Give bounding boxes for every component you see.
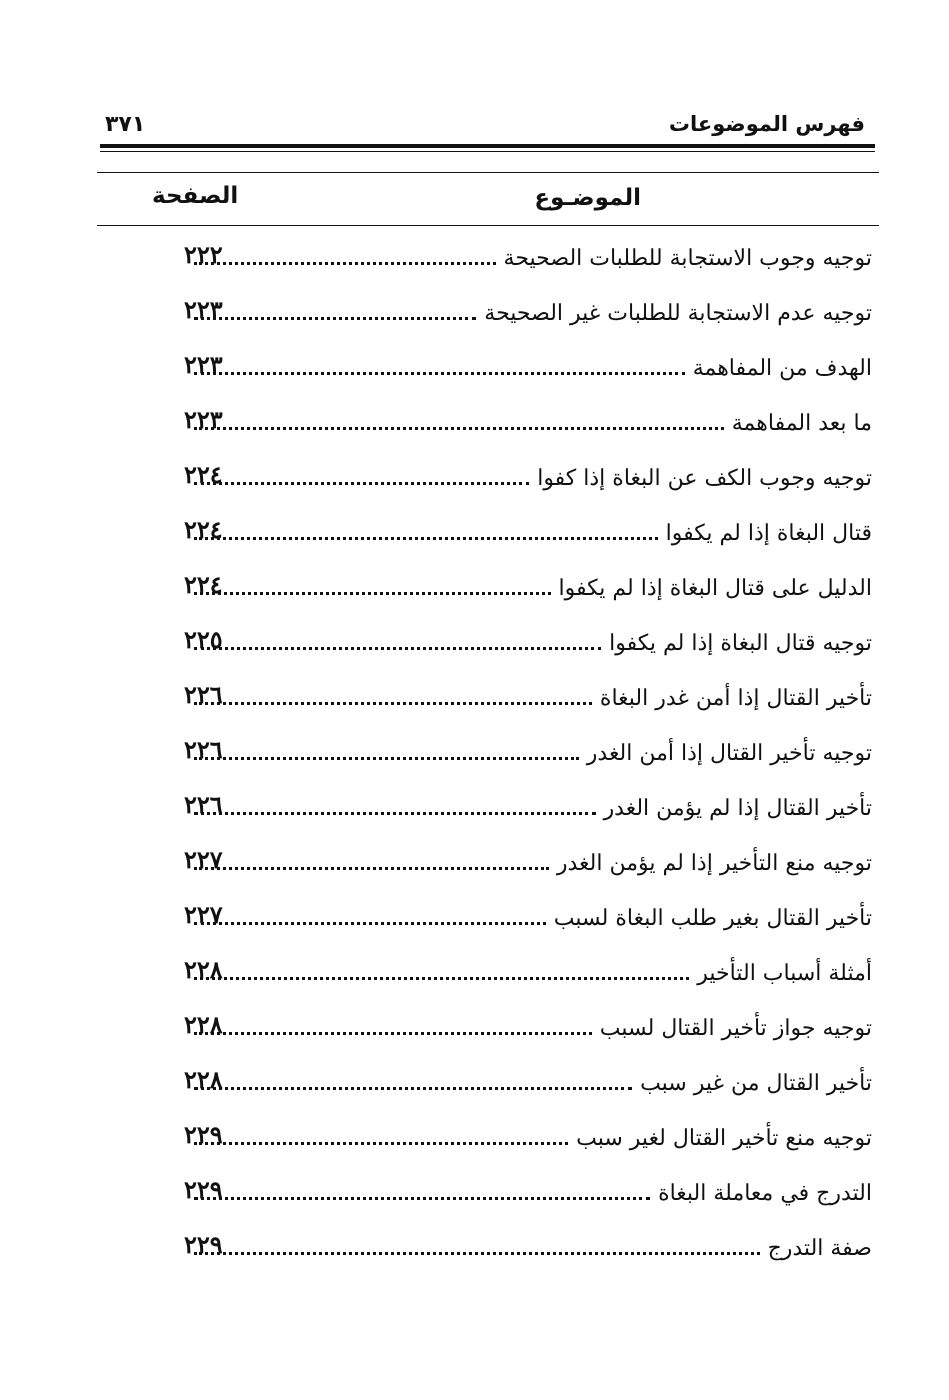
entry-page-number: ٢٢٤ xyxy=(184,515,223,544)
entry-page-number: ٢٢٢ xyxy=(184,240,223,269)
dot-leader xyxy=(194,647,601,650)
entry-page-number: ٢٢٩ xyxy=(184,1230,223,1259)
entry-page-number: ٢٢٣ xyxy=(184,405,223,434)
entry-page-number: ٢٢٨ xyxy=(184,955,223,984)
dot-leader xyxy=(194,922,546,925)
entry-page-number: ٢٢٨ xyxy=(184,1065,223,1094)
dot-leader xyxy=(194,977,689,980)
dot-leader xyxy=(194,812,596,815)
entry-title: توجيه جواز تأخير القتال لسبب xyxy=(599,1015,872,1041)
column-header-topic: الموضـوع xyxy=(534,185,641,211)
dot-leader xyxy=(194,427,724,430)
index-entry xyxy=(160,731,872,775)
entry-title: تأخير القتال إذا أمن غدر البغاة xyxy=(599,685,872,711)
entry-page-number: ٢٢٥ xyxy=(184,625,223,654)
dot-leader xyxy=(194,702,592,705)
index-entry xyxy=(160,1061,872,1105)
entry-title: الدليل على قتال البغاة إذا لم يكفوا xyxy=(558,575,872,601)
entry-title: التدرج في معاملة البغاة xyxy=(658,1180,872,1206)
index-entry xyxy=(160,621,872,665)
entry-page-number: ٢٢٤ xyxy=(184,460,223,489)
dot-leader xyxy=(194,262,496,265)
index-entry xyxy=(160,511,872,555)
dot-leader xyxy=(194,1087,632,1090)
dot-leader xyxy=(194,537,658,540)
running-title: فهرس الموضوعات xyxy=(668,112,865,136)
dot-leader xyxy=(194,867,549,870)
index-entry xyxy=(160,346,872,390)
entry-page-number: ٢٢٦ xyxy=(184,680,223,709)
header-rule-thin xyxy=(100,151,875,152)
index-table-header xyxy=(97,172,879,226)
entry-title: تأخير القتال إذا لم يؤمن الغدر xyxy=(603,795,872,821)
index-entry xyxy=(160,951,872,995)
dot-leader xyxy=(194,1197,650,1200)
index-entry xyxy=(160,896,872,940)
index-entry xyxy=(160,1171,872,1215)
index-entry xyxy=(160,676,872,720)
entry-title: توجيه منع تأخير القتال لغير سبب xyxy=(576,1125,872,1151)
entry-title: توجيه تأخير القتال إذا أمن الغدر xyxy=(586,740,872,766)
entry-title: توجيه وجوب الكف عن البغاة إذا كفوا xyxy=(537,465,872,491)
running-header xyxy=(100,108,875,142)
entry-page-number: ٢٢٦ xyxy=(184,735,223,764)
index-entry xyxy=(160,291,872,335)
entry-page-number: ٢٢٣ xyxy=(184,295,223,324)
entry-title: توجيه قتال البغاة إذا لم يكفوا xyxy=(609,630,872,656)
entry-title: أمثلة أسباب التأخير xyxy=(697,960,872,986)
entry-page-number: ٢٢٧ xyxy=(184,845,223,874)
index-entry xyxy=(160,1006,872,1050)
dot-leader xyxy=(194,372,685,375)
entry-title: توجيه وجوب الاستجابة للطلبات الصحيحة xyxy=(503,245,872,271)
index-entry xyxy=(160,456,872,500)
dot-leader xyxy=(194,482,529,485)
entry-page-number: ٢٢٩ xyxy=(184,1120,223,1149)
header-rule-thick xyxy=(100,144,875,148)
entry-page-number: ٢٢٦ xyxy=(184,790,223,819)
dot-leader xyxy=(194,1252,760,1255)
entry-page-number: ٢٢٤ xyxy=(184,570,223,599)
entry-title: الهدف من المفاهمة xyxy=(692,355,872,381)
entry-title: ما بعد المفاهمة xyxy=(731,410,872,436)
entry-page-number: ٢٢٨ xyxy=(184,1010,223,1039)
index-entry xyxy=(160,236,872,280)
entry-page-number: ٢٢٩ xyxy=(184,1175,223,1204)
index-entry xyxy=(160,1116,872,1160)
entry-title: توجيه منع التأخير إذا لم يؤمن الغدر xyxy=(556,850,872,876)
index-entry xyxy=(160,841,872,885)
entry-page-number: ٢٢٧ xyxy=(184,900,223,929)
entry-title: توجيه عدم الاستجابة للطلبات غير الصحيحة xyxy=(484,300,872,326)
dot-leader xyxy=(194,757,579,760)
dot-leader xyxy=(194,592,551,595)
column-header-page: الصفحة xyxy=(152,183,239,209)
dot-leader xyxy=(194,1142,568,1145)
dot-leader xyxy=(194,1032,592,1035)
index-entry xyxy=(160,566,872,610)
entry-title: قتال البغاة إذا لم يكفوا xyxy=(665,520,872,546)
dot-leader xyxy=(194,317,476,320)
index-entry xyxy=(160,1226,872,1270)
index-entry xyxy=(160,401,872,445)
entry-title: تأخير القتال من غير سبب xyxy=(640,1070,872,1096)
entry-page-number: ٢٢٣ xyxy=(184,350,223,379)
entry-title: صفة التدرج xyxy=(767,1235,872,1261)
entry-title: تأخير القتال بغير طلب البغاة لسبب xyxy=(553,905,872,931)
page-number: ٣٧١ xyxy=(105,112,146,137)
index-entry xyxy=(160,786,872,830)
